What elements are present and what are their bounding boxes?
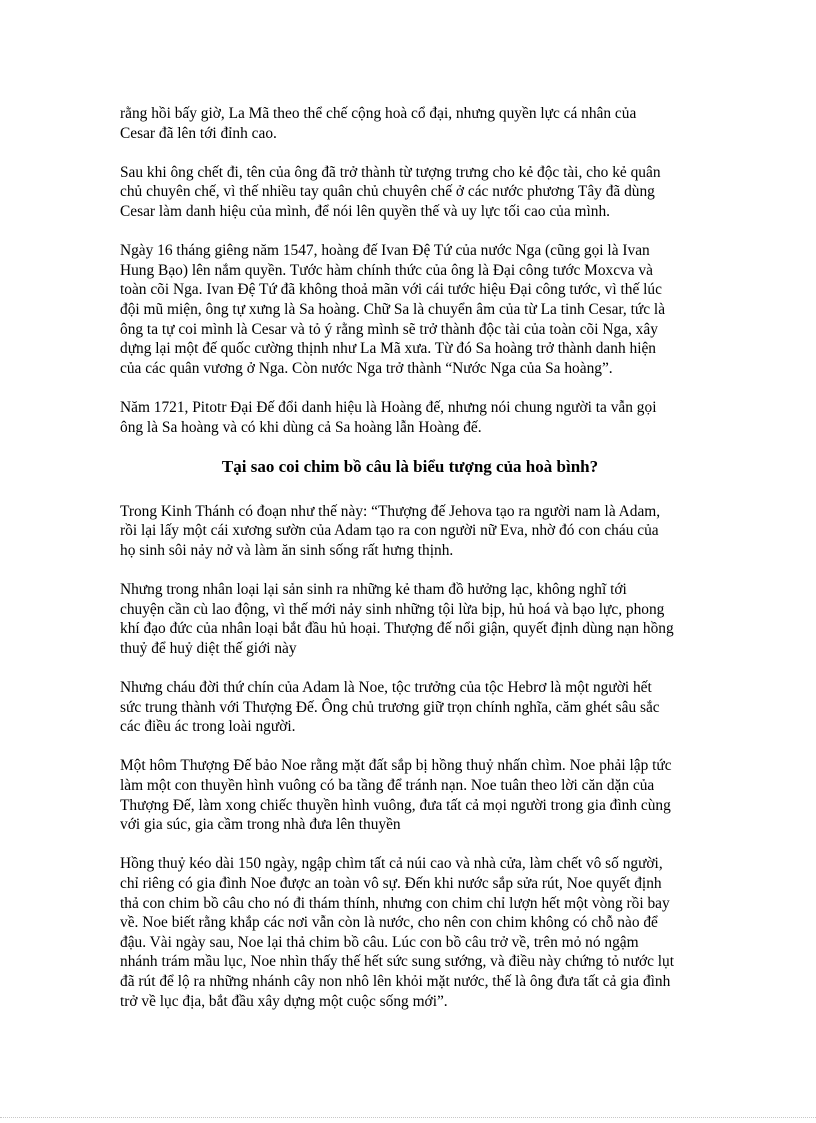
- document-page: [120, 104, 700, 1031]
- paragraph: Nhưng trong nhân loại lại sản sinh ra những kẻ tham đồ hưởng lạc, không nghĩ tới chuyện cần cù lao động, vì thế mới nảy sinh những tội lừa bịp, hủ hoá và bạo lực, phong khí đạo đức của nhân loại bắt đầu hủ hoại. Thượng đế nổi giận, quyết định dùng nạn hồng thuỷ để huỷ diệt thế giới này: [120, 581, 674, 657]
- section-heading: Tại sao coi chim bồ câu là biểu tượng của hoà bình?: [221, 456, 599, 476]
- paragraph: Sau khi ông chết đi, tên của ông đã trở thành từ tượng trưng cho kẻ độc tài, cho kẻ quân chủ chuyên chế, vì thế nhiều tay quân chủ chuyên chế ở các nước phương Tây đã dùng Cesar làm danh hiệu của mình, để nói lên quyền thế và uy lực tối cao của mình.: [120, 163, 661, 220]
- paragraph: Năm 1721, Pitotr Đại Đế đổi danh hiệu là Hoàng đế, nhưng nói chung người ta vẫn gọi ông là Sa hoàng và có khi dùng cả Sa hoàng lẫn Hoàng đế.: [120, 398, 657, 436]
- page-bottom-divider: [0, 1117, 816, 1118]
- paragraph: Ngày 16 tháng giêng năm 1547, hoàng đế Ivan Đệ Tứ của nước Nga (cũng gọi là Ivan Hung Bạo) lên nắm quyền. Tước hàm chính thức của ông là Đại công tước Moxcva và toàn cõi Nga. Ivan Đệ Tứ đã không thoả mãn với cái tước hiệu Đại công tước, vì thế lúc đội mũ miện, ông tự xưng là Sa hoàng. Chữ Sa là chuyển âm của từ La tinh Cesar, tức là ông ta tự coi mình là Cesar và tỏ ý rằng mình sẽ trở thành độc tài của toàn cõi Nga, xây dựng lại một đế quốc cường thịnh như La Mã xưa. Từ đó Sa hoàng trở thành danh hiện của các quân vương ở Nga. Còn nước Nga trở thành “Nước Nga của Sa hoàng”.: [120, 242, 666, 377]
- paragraph: Trong Kinh Thánh có đoạn như thế này: “Thượng đế Jehova tạo ra người nam là Adam, rồi lại lấy một cái xương sườn của Adam tạo ra con người nữ Eva, nhờ đó con cháu của họ sinh sôi nảy nở và làm ăn sinh sống rất hưng thịnh.: [120, 502, 661, 559]
- paragraph: Nhưng cháu đời thứ chín của Adam là Noe, tộc trưởng của tộc Hebrơ là một người hết sức trung thành với Thượng Đế. Ông chủ trương giữ trọn chính nghĩa, căm ghét sâu sắc các điều ác trong loài người.: [120, 679, 660, 736]
- paragraph: Một hôm Thượng Đế bảo Noe rằng mặt đất sắp bị hồng thuỷ nhấn chìm. Noe phải lập tức làm một con thuyền hình vuông có ba tầng để tránh nạn. Noe tuân theo lời căn dặn của Thượng Đế, làm xong chiếc thuyền hình vuông, đưa tất cả mọi người trong gia đình cùng với gia súc, gia cầm trong nhà đưa lên thuyền: [120, 757, 672, 834]
- paragraph: rằng hồi bấy giờ, La Mã theo thể chế cộng hoà cổ đại, nhưng quyền lực cá nhân của Cesar đã lên tới đỉnh cao.: [120, 105, 637, 142]
- paragraph: Hồng thuỷ kéo dài 150 ngày, ngập chìm tất cả núi cao và nhà cửa, làm chết vô số người, chỉ riêng có gia đình Noe được an toàn vô sự. Đến khi nước sắp sửa rút, Noe quyết định thả con chim bồ câu cho nó đi thám thính, nhưng con chim chỉ lượn hết một vòng rồi bay về. Noe biết rằng khắp các nơi vẫn còn là nước, cho nên con chim không có chỗ nào để đậu. Vài ngày sau, Noe lại thả chim bồ câu. Lúc con bồ câu trở về, trên mỏ nó ngậm nhánh trám mầu lục, Noe nhìn thấy thế hết sức sung sướng, và điều này chứng tỏ nước lụt đã rút để lộ ra những nhánh cây non nhô lên khỏi mặt nước, thế là ông đưa tất cả gia đình trở về lục địa, bắt đầu xây dựng một cuộc sống mới”.: [120, 855, 675, 1010]
